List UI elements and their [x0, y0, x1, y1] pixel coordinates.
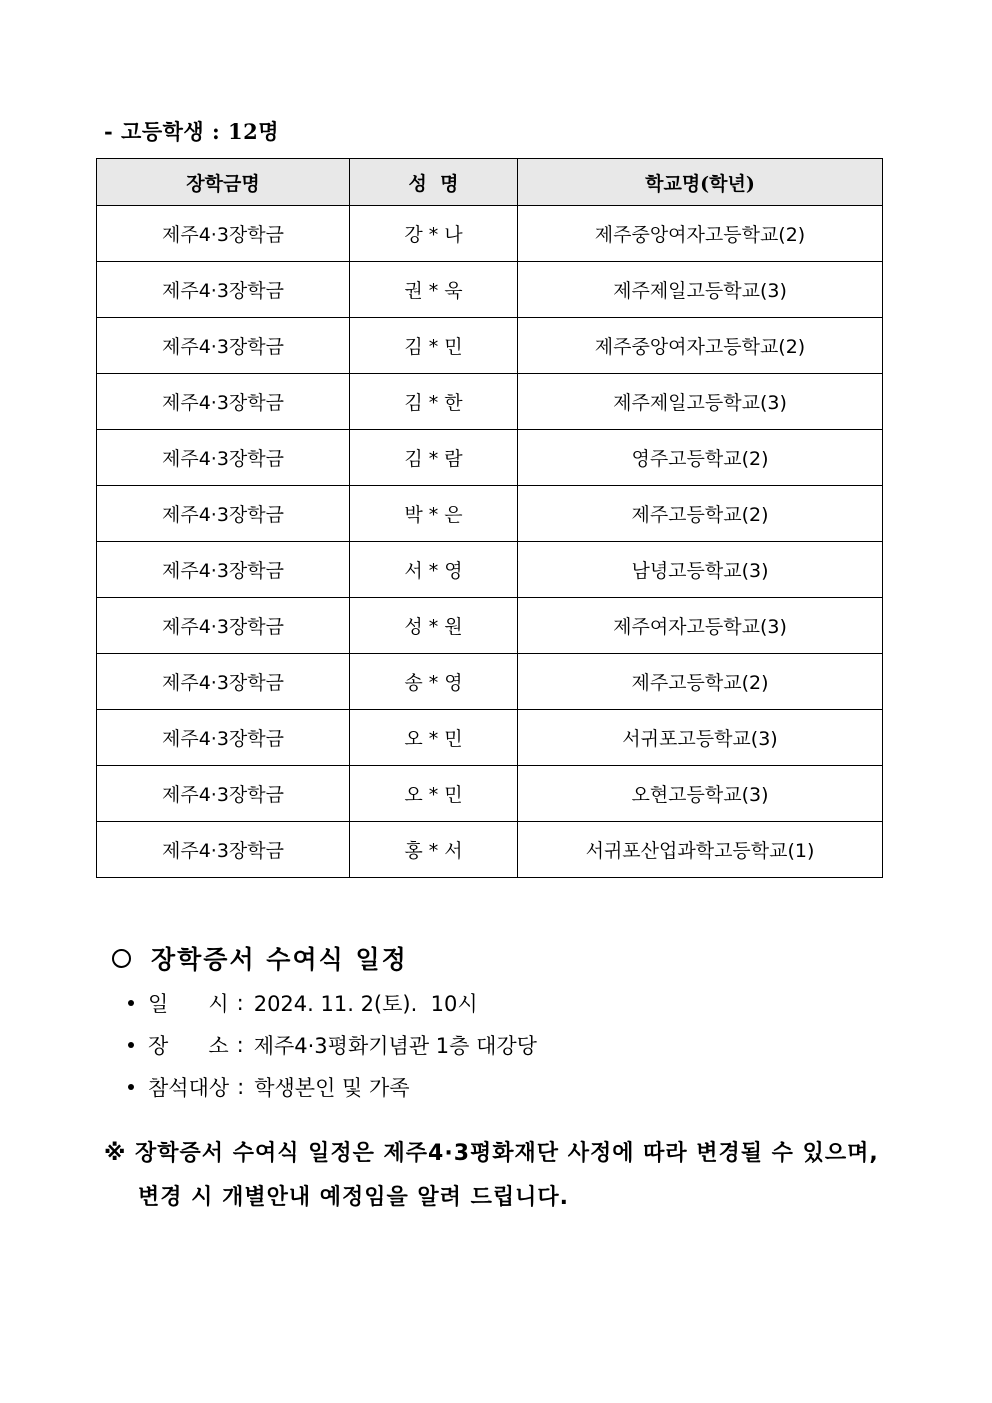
table-row [97, 430, 883, 486]
cell-scholarship: 제주4·3장학금 [97, 374, 350, 430]
cell-scholarship: 제주4·3장학금 [97, 542, 350, 598]
notice-line-2: 변경 시 개별안내 예정임을 알려 드립니다. [138, 1185, 569, 1210]
notice [104, 1132, 879, 1220]
table-row [97, 598, 883, 654]
schedule-label: 일 시 [148, 992, 229, 1016]
schedule-label: 참석대상 [148, 1076, 230, 1100]
cell-name: 오 * 민 [350, 710, 518, 766]
cell-name: 김 * 한 [350, 374, 518, 430]
table-row [97, 318, 883, 374]
cell-scholarship: 제주4·3장학금 [97, 822, 350, 878]
bullet-icon [128, 1042, 134, 1048]
label-separator: : [236, 991, 244, 1015]
table-row [97, 374, 883, 430]
table-row [97, 654, 883, 710]
schedule-label: 장 소 [148, 1034, 229, 1058]
cell-school: 제주제일고등학교(3) [518, 262, 883, 318]
cell-name: 서 * 영 [350, 542, 518, 598]
cell-school: 영주고등학교(2) [518, 430, 883, 486]
cell-scholarship: 제주4·3장학금 [97, 598, 350, 654]
cell-scholarship: 제주4·3장학금 [97, 262, 350, 318]
label-separator: : [237, 1075, 245, 1099]
cell-name: 송 * 영 [350, 654, 518, 710]
schedule-value: 학생본인 및 가족 [254, 1076, 410, 1100]
cell-school: 제주중앙여자고등학교(2) [518, 318, 883, 374]
cell-name: 오 * 민 [350, 766, 518, 822]
cell-scholarship: 제주4·3장학금 [97, 710, 350, 766]
cell-scholarship: 제주4·3장학금 [97, 206, 350, 262]
cell-school: 제주제일고등학교(3) [518, 374, 883, 430]
cell-name: 박 * 은 [350, 486, 518, 542]
table-row [97, 710, 883, 766]
cell-school: 제주중앙여자고등학교(2) [518, 206, 883, 262]
cell-school: 서귀포고등학교(3) [518, 710, 883, 766]
cell-scholarship: 제주4·3장학금 [97, 654, 350, 710]
cell-name: 김 * 람 [350, 430, 518, 486]
cell-school: 서귀포산업과학고등학교(1) [518, 822, 883, 878]
schedule-section [110, 940, 537, 1102]
schedule-item-attendees [128, 1072, 537, 1102]
circle-bullet-icon [112, 949, 131, 968]
cell-name: 성 * 원 [350, 598, 518, 654]
schedule-item-date [128, 988, 537, 1018]
cell-scholarship: 제주4·3장학금 [97, 318, 350, 374]
table-row [97, 822, 883, 878]
cell-school: 오현고등학교(3) [518, 766, 883, 822]
table-row [97, 486, 883, 542]
cell-scholarship: 제주4·3장학금 [97, 430, 350, 486]
section-title: - 고등학생 : 12명 [104, 119, 280, 144]
label-separator: : [236, 1033, 244, 1057]
cell-scholarship: 제주4·3장학금 [97, 486, 350, 542]
cell-school: 제주고등학교(2) [518, 486, 883, 542]
table-row [97, 262, 883, 318]
cell-name: 홍 * 서 [350, 822, 518, 878]
schedule-value: 제주4·3평화기념관 1층 대강당 [253, 1034, 537, 1058]
scholarship-table [96, 158, 883, 878]
cell-school: 제주고등학교(2) [518, 654, 883, 710]
table-header-row [97, 159, 883, 206]
table-row [97, 542, 883, 598]
header-scholarship: 장학금명 [97, 159, 350, 206]
table-row [97, 206, 883, 262]
cell-name: 강 * 나 [350, 206, 518, 262]
table-body [97, 206, 883, 878]
cell-scholarship: 제주4·3장학금 [97, 766, 350, 822]
notice-line-1: ※ 장학증서 수여식 일정은 제주4·3평화재단 사정에 따라 변경될 수 있으며, [104, 1141, 879, 1166]
cell-school: 제주여자고등학교(3) [518, 598, 883, 654]
schedule-value: 2024. 11. 2(토). 10시 [253, 992, 478, 1016]
schedule-title: 장학증서 수여식 일정 [151, 945, 408, 974]
header-name: 성 명 [350, 159, 518, 206]
cell-name: 김 * 민 [350, 318, 518, 374]
table-row [97, 766, 883, 822]
schedule-heading [110, 940, 537, 976]
bullet-icon [128, 1000, 134, 1006]
schedule-item-place [128, 1030, 537, 1060]
cell-school: 남녕고등학교(3) [518, 542, 883, 598]
bullet-icon [128, 1084, 134, 1090]
cell-name: 권 * 욱 [350, 262, 518, 318]
header-school: 학교명(학년) [518, 159, 883, 206]
